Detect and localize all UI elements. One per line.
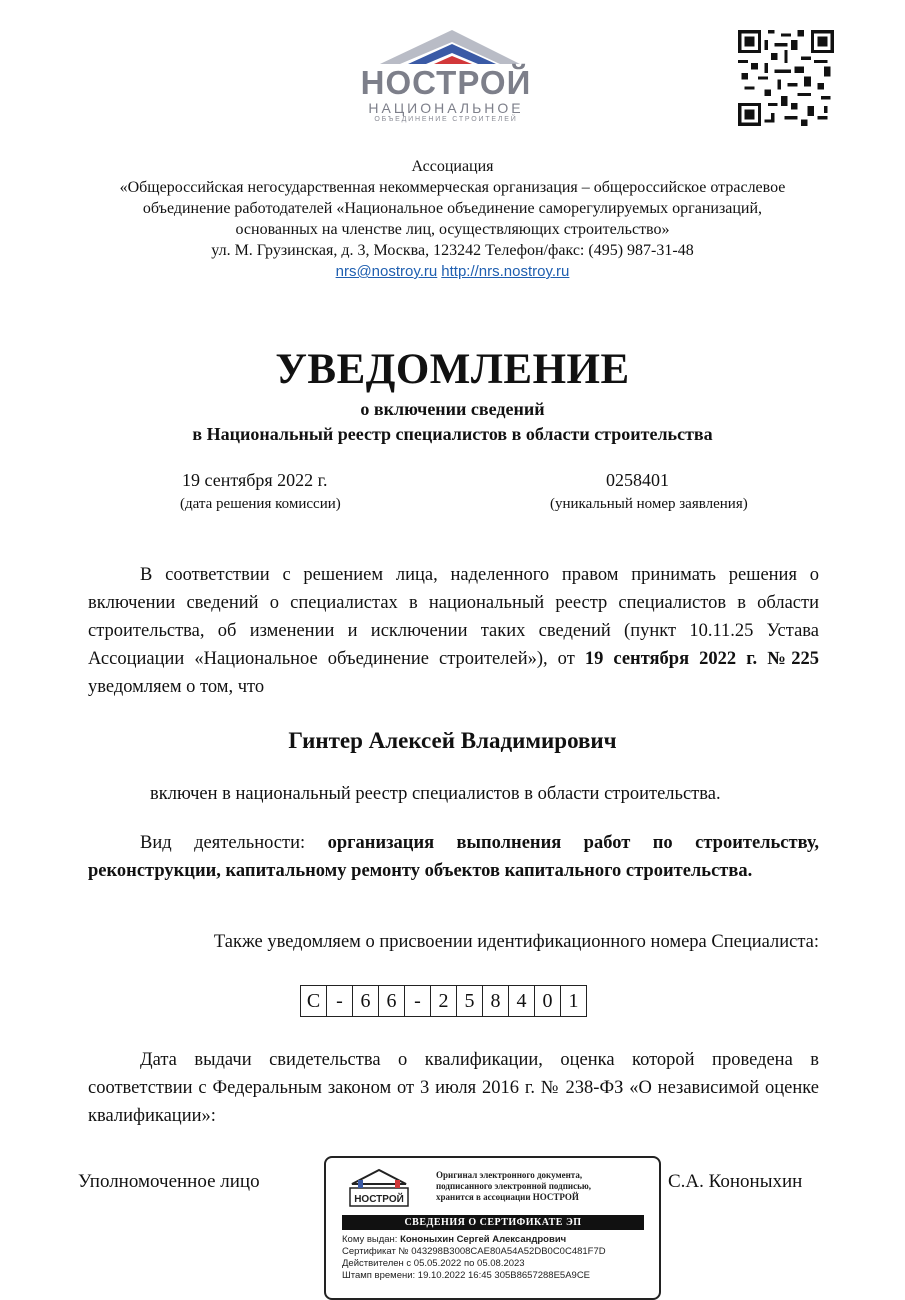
logo-roof-icon — [360, 28, 532, 68]
stamp-timestamp: Штамп времени: 19.10.2022 16:45 305B8657288E5A9CE — [342, 1270, 591, 1281]
stamp-issued-label: Кому выдан: — [342, 1234, 401, 1245]
organization-header — [60, 156, 845, 282]
decision-reference: 19 сентября 2022 г. №225 — [584, 649, 819, 669]
document-title: УВЕДОМЛЕНИЕ — [275, 346, 630, 393]
stamp-certificate-header: СВЕДЕНИЯ О СЕРТИФИКАТЕ ЭП — [342, 1215, 644, 1230]
id-char-cell: 0 — [535, 986, 561, 1016]
stamp-building-icon — [344, 1166, 414, 1210]
id-char-cell: 1 — [568, 990, 579, 1012]
logo-brand: НОСТРОЙ — [360, 64, 532, 101]
stamp-original-line3: хранится в ассоциации НОСТРОЙ — [436, 1192, 579, 1202]
electronic-signature-stamp — [324, 1156, 661, 1300]
website-link[interactable]: http://nrs.nostroy.ru — [441, 263, 570, 280]
application-number-caption: (уникальный номер заявления) — [550, 496, 748, 512]
specialist-id-number — [300, 985, 587, 1017]
header-line3: объединение работодателей «Национальное объединение саморегулируемых организаций, — [142, 200, 763, 217]
subtitle-line2: в Национальный реестр специалистов в области строительства — [192, 424, 713, 444]
decision-text-end: уведомляем о том, что — [88, 677, 265, 697]
id-char-cell: 2 — [431, 986, 457, 1016]
decision-date: 19 сентября 2022 г. — [182, 470, 328, 490]
inclusion-statement: включен в национальный реестр специалистов в области строительства. — [150, 784, 721, 804]
id-char-cell: - — [405, 986, 431, 1016]
id-assignment-text: Также уведомляем о присвоении идентификационного номера Специалиста: — [213, 932, 819, 952]
id-char-cell: 8 — [483, 986, 509, 1016]
subtitle-line1: о включении сведений — [360, 399, 545, 419]
nostroy-logo — [360, 28, 532, 128]
header-line4: основанных на членстве лиц, осуществляющих строительство» — [235, 221, 670, 238]
signer-name: С.А. Кононыхин — [668, 1171, 803, 1192]
id-char-cell: 4 — [509, 986, 535, 1016]
decision-text-start: В соответствии с решением лица, наделенного правом принимать решения о включении сведений о специалистах в национальный реестр специалистов в области строительства, об изменении и исключении таких сведений (пункт 10.11.25 Устава Ассоциации «Национальное объединение строителей»), от — [88, 565, 819, 669]
document-subtitle — [60, 397, 845, 447]
stamp-logo-text: НОСТРОЙ — [354, 1194, 404, 1205]
application-number: 0258401 — [606, 470, 669, 490]
decision-date-caption: (дата решения комиссии) — [180, 496, 341, 512]
decision-paragraph — [88, 561, 819, 701]
qualification-paragraph: Дата выдачи свидетельства о квалификации, оценка которой проведена в соответствии с Федеральным законом от 3 июля 2016 г. № 238-ФЗ «О независимой оценке квалификации»: — [88, 1050, 819, 1126]
header-address: ул. М. Грузинская, д. 3, Москва, 123242 Телефон/факс: (495) 987-31-48 — [211, 242, 694, 259]
logo-line1: НАЦИОНАЛЬНОЕ — [368, 100, 524, 116]
id-char-cell: 6 — [353, 986, 379, 1016]
activity-value: организация выполнения работ по строительству, реконструкции, капитальному ремонту объектов капитального строительства. — [88, 833, 819, 881]
stamp-original-line1: Оригинал электронного документа, — [436, 1170, 583, 1180]
specialist-name: Гинтер Алексей Владимирович — [288, 728, 617, 753]
id-char-cell: - — [327, 986, 353, 1016]
id-char-cell: 6 — [379, 986, 405, 1016]
stamp-issued-name: Кононыхин Сергей Александрович — [400, 1234, 567, 1245]
stamp-issued-to — [342, 1234, 652, 1246]
qr-code-icon — [738, 30, 834, 126]
header-line2: «Общероссийская негосударственная некоммерческая организация – общероссийское отраслевое — [119, 179, 786, 196]
stamp-original-line2: подписанного электронной подписью, — [436, 1181, 591, 1191]
stamp-validity: Действителен с 05.05.2022 по 05.08.2023 — [342, 1258, 525, 1269]
stamp-logo — [344, 1166, 414, 1210]
email-link[interactable]: nrs@nostroy.ru — [335, 263, 438, 280]
header-line1: Ассоциация — [411, 158, 494, 175]
activity-paragraph — [88, 829, 819, 885]
id-char-cell: 5 — [457, 986, 483, 1016]
signer-role: Уполномоченное лицо — [78, 1171, 260, 1192]
stamp-certificate-details — [342, 1234, 652, 1282]
id-char-cell: С — [301, 986, 327, 1016]
stamp-certificate-number: Сертификат № 043298B3008CAE80A54A52DB0C0C481F7D — [342, 1246, 606, 1257]
logo-line2: ОБЪЕДИНЕНИЕ СТРОИТЕЛЕЙ — [374, 116, 518, 123]
stamp-original-note — [436, 1170, 651, 1203]
activity-label: Вид деятельности: — [140, 833, 328, 853]
